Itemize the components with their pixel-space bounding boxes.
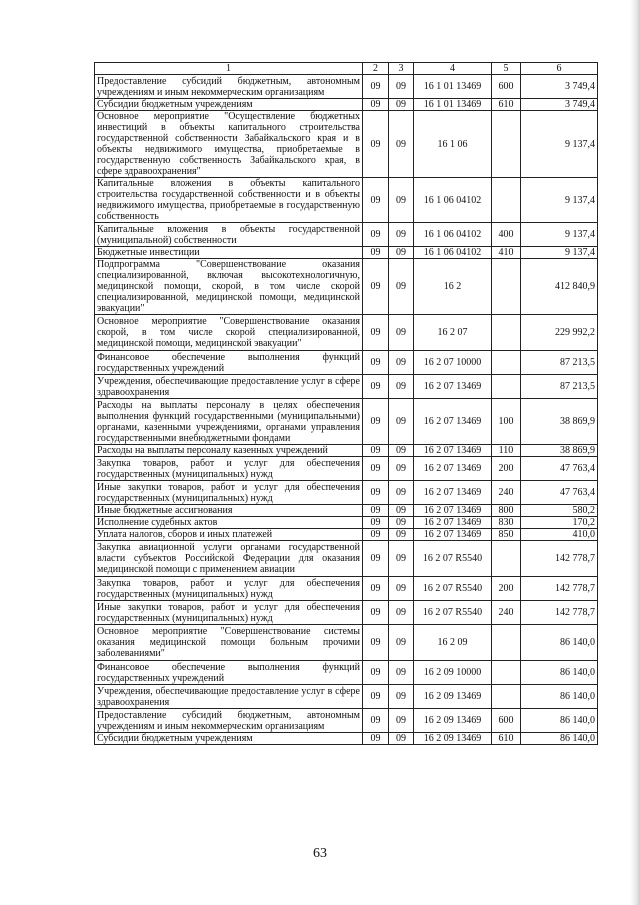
row-section-cell: 09 — [363, 709, 389, 733]
row-subsection-cell: 09 — [389, 247, 414, 259]
row-expense-type-cell: 610 — [492, 99, 521, 111]
row-subsection-cell: 09 — [389, 529, 414, 541]
row-target-article-cell: 16 2 09 10000 — [414, 661, 492, 685]
row-subsection-cell: 09 — [389, 661, 414, 685]
row-subsection-cell: 09 — [389, 541, 414, 577]
row-amount-cell: 38 869,9 — [521, 399, 598, 445]
row-expense-type-cell: 800 — [492, 505, 521, 517]
row-target-article-cell: 16 2 — [414, 259, 492, 315]
row-section-cell: 09 — [363, 445, 389, 457]
row-target-article-cell: 16 1 06 04102 — [414, 247, 492, 259]
budget-table — [94, 62, 598, 745]
row-expense-type-cell: 400 — [492, 223, 521, 247]
row-subsection-cell: 09 — [389, 399, 414, 445]
row-expense-type-cell: 600 — [492, 75, 521, 99]
row-name-cell: Финансовое обеспечение выполнения функций государственных учреждений — [95, 351, 363, 375]
row-expense-type-cell — [492, 541, 521, 577]
row-expense-type-cell: 240 — [492, 601, 521, 625]
row-amount-cell: 47 763,4 — [521, 457, 598, 481]
row-section-cell: 09 — [363, 529, 389, 541]
row-amount-cell: 229 992,2 — [521, 315, 598, 351]
row-name-cell: Закупка товаров, работ и услуг для обеспечения государственных (муниципальных) нужд — [95, 457, 363, 481]
row-section-cell: 09 — [363, 541, 389, 577]
row-target-article-cell: 16 2 09 13469 — [414, 709, 492, 733]
row-expense-type-cell: 200 — [492, 457, 521, 481]
row-target-article-cell: 16 2 07 13469 — [414, 505, 492, 517]
row-name-cell: Капитальные вложения в объекты государственной (муниципальной) собственности — [95, 223, 363, 247]
row-subsection-cell: 09 — [389, 481, 414, 505]
row-amount-cell: 9 137,4 — [521, 178, 598, 223]
row-expense-type-cell: 850 — [492, 529, 521, 541]
row-section-cell: 09 — [363, 733, 389, 745]
row-subsection-cell: 09 — [389, 178, 414, 223]
row-amount-cell: 170,2 — [521, 517, 598, 529]
row-section-cell: 09 — [363, 601, 389, 625]
row-amount-cell: 3 749,4 — [521, 75, 598, 99]
row-target-article-cell: 16 2 07 R5540 — [414, 541, 492, 577]
row-target-article-cell: 16 2 07 13469 — [414, 399, 492, 445]
row-target-article-cell: 16 1 06 04102 — [414, 223, 492, 247]
row-expense-type-cell: 100 — [492, 399, 521, 445]
row-expense-type-cell: 240 — [492, 481, 521, 505]
row-name-cell: Бюджетные инвестиции — [95, 247, 363, 259]
row-section-cell: 09 — [363, 178, 389, 223]
row-name-cell: Субсидии бюджетным учреждениям — [95, 733, 363, 745]
row-section-cell: 09 — [363, 685, 389, 709]
row-target-article-cell: 16 2 09 13469 — [414, 733, 492, 745]
row-name-cell: Основное мероприятие "Совершенствование оказания скорой, в том числе скорой специализированной, медицинской помощи, медицинской эвакуации" — [95, 315, 363, 351]
row-amount-cell: 142 778,7 — [521, 541, 598, 577]
row-name-cell: Закупка авиационной услуги органами государственной власти субъектов Российской Федерации для оказания медицинской помощи с применением авиации — [95, 541, 363, 577]
row-subsection-cell: 09 — [389, 259, 414, 315]
row-target-article-cell: 16 2 07 R5540 — [414, 601, 492, 625]
row-amount-cell: 412 840,9 — [521, 259, 598, 315]
row-amount-cell: 47 763,4 — [521, 481, 598, 505]
row-expense-type-cell — [492, 661, 521, 685]
header-cell: 5 — [492, 63, 521, 75]
row-section-cell: 09 — [363, 223, 389, 247]
table-row — [95, 259, 598, 315]
row-target-article-cell: 16 2 09 13469 — [414, 685, 492, 709]
row-section-cell: 09 — [363, 577, 389, 601]
row-section-cell: 09 — [363, 247, 389, 259]
table-row — [95, 661, 598, 685]
row-subsection-cell: 09 — [389, 351, 414, 375]
row-amount-cell: 86 140,0 — [521, 685, 598, 709]
row-amount-cell: 142 778,7 — [521, 601, 598, 625]
row-subsection-cell: 09 — [389, 457, 414, 481]
row-expense-type-cell: 200 — [492, 577, 521, 601]
row-subsection-cell: 09 — [389, 625, 414, 661]
row-subsection-cell: 09 — [389, 375, 414, 399]
row-name-cell: Предоставление субсидий бюджетным, автономным учреждениям и иным некоммерческим организациям — [95, 709, 363, 733]
table-row — [95, 351, 598, 375]
row-subsection-cell: 09 — [389, 99, 414, 111]
row-section-cell: 09 — [363, 457, 389, 481]
row-subsection-cell: 09 — [389, 223, 414, 247]
table-row — [95, 445, 598, 457]
table-row — [95, 505, 598, 517]
table-row — [95, 709, 598, 733]
row-target-article-cell: 16 2 07 R5540 — [414, 577, 492, 601]
table-row — [95, 315, 598, 351]
row-section-cell: 09 — [363, 505, 389, 517]
row-expense-type-cell: 830 — [492, 517, 521, 529]
table-row — [95, 541, 598, 577]
row-target-article-cell: 16 2 07 13469 — [414, 457, 492, 481]
header-cell: 2 — [363, 63, 389, 75]
row-subsection-cell: 09 — [389, 685, 414, 709]
row-name-cell: Иные закупки товаров, работ и услуг для обеспечения государственных (муниципальных) нужд — [95, 601, 363, 625]
row-section-cell: 09 — [363, 351, 389, 375]
row-name-cell: Учреждения, обеспечивающие предоставление услуг в сфере здравоохранения — [95, 685, 363, 709]
table-row — [95, 223, 598, 247]
row-expense-type-cell: 610 — [492, 733, 521, 745]
row-amount-cell: 3 749,4 — [521, 99, 598, 111]
row-expense-type-cell — [492, 111, 521, 178]
page-edge-shadow — [630, 0, 640, 905]
row-subsection-cell: 09 — [389, 111, 414, 178]
row-target-article-cell: 16 1 06 — [414, 111, 492, 178]
row-subsection-cell: 09 — [389, 733, 414, 745]
row-section-cell: 09 — [363, 625, 389, 661]
row-name-cell: Подпрограмма "Совершенствование оказания специализированной, включая высокотехнологичную, медицинской помощи, скорой, в том числе скорой специализированной, медицинской помощи, медицинской эвакуации" — [95, 259, 363, 315]
row-expense-type-cell — [492, 351, 521, 375]
row-section-cell: 09 — [363, 111, 389, 178]
row-expense-type-cell: 600 — [492, 709, 521, 733]
row-name-cell: Уплата налогов, сборов и иных платежей — [95, 529, 363, 541]
row-subsection-cell: 09 — [389, 315, 414, 351]
row-section-cell: 09 — [363, 481, 389, 505]
row-subsection-cell: 09 — [389, 709, 414, 733]
row-name-cell: Основное мероприятие "Осуществление бюджетных инвестиций в объекты капитального строительства государственной собственности Забайкальского края и в объекты недвижимого имущества, приобретаемые в государственную собственность Забайкальского края, в сфере здравоохранения" — [95, 111, 363, 178]
row-subsection-cell: 09 — [389, 505, 414, 517]
table-row — [95, 625, 598, 661]
row-expense-type-cell: 410 — [492, 247, 521, 259]
row-amount-cell: 87 213,5 — [521, 351, 598, 375]
row-target-article-cell: 16 2 07 13469 — [414, 445, 492, 457]
row-target-article-cell: 16 2 07 10000 — [414, 351, 492, 375]
row-target-article-cell: 16 1 06 04102 — [414, 178, 492, 223]
table-row — [95, 375, 598, 399]
row-expense-type-cell — [492, 178, 521, 223]
row-name-cell: Расходы на выплаты персоналу казенных учреждений — [95, 445, 363, 457]
row-section-cell: 09 — [363, 259, 389, 315]
row-section-cell: 09 — [363, 399, 389, 445]
row-amount-cell: 87 213,5 — [521, 375, 598, 399]
row-name-cell: Капитальные вложения в объекты капитального строительства государственной собственности и в объекты недвижимого имущества, приобретаемые в государственную собственность — [95, 178, 363, 223]
row-target-article-cell: 16 2 07 — [414, 315, 492, 351]
row-name-cell: Исполнение судебных актов — [95, 517, 363, 529]
table-row — [95, 99, 598, 111]
row-subsection-cell: 09 — [389, 517, 414, 529]
header-cell: 4 — [414, 63, 492, 75]
row-section-cell: 09 — [363, 75, 389, 99]
row-name-cell: Закупка товаров, работ и услуг для обеспечения государственных (муниципальных) нужд — [95, 577, 363, 601]
table-row — [95, 75, 598, 99]
row-expense-type-cell — [492, 375, 521, 399]
row-amount-cell: 142 778,7 — [521, 577, 598, 601]
table-row — [95, 247, 598, 259]
row-name-cell: Иные закупки товаров, работ и услуг для обеспечения государственных (муниципальных) нужд — [95, 481, 363, 505]
row-name-cell: Расходы на выплаты персоналу в целях обеспечения выполнения функций государственными (муниципальными) органами, казенными учреждениями, органами управления государственными внебюджетными фондами — [95, 399, 363, 445]
row-expense-type-cell — [492, 259, 521, 315]
table-row — [95, 517, 598, 529]
row-amount-cell: 410,0 — [521, 529, 598, 541]
table-row — [95, 601, 598, 625]
row-target-article-cell: 16 1 01 13469 — [414, 99, 492, 111]
row-amount-cell: 9 137,4 — [521, 111, 598, 178]
row-subsection-cell: 09 — [389, 75, 414, 99]
row-target-article-cell: 16 2 09 — [414, 625, 492, 661]
table-row — [95, 733, 598, 745]
row-name-cell: Субсидии бюджетным учреждениям — [95, 99, 363, 111]
table-row — [95, 111, 598, 178]
row-target-article-cell: 16 2 07 13469 — [414, 517, 492, 529]
row-amount-cell: 86 140,0 — [521, 733, 598, 745]
row-name-cell: Учреждения, обеспечивающие предоставление услуг в сфере здравоохранения — [95, 375, 363, 399]
table-row — [95, 529, 598, 541]
table-row — [95, 457, 598, 481]
table-header-row — [95, 63, 598, 75]
row-name-cell: Иные бюджетные ассигнования — [95, 505, 363, 517]
row-section-cell: 09 — [363, 375, 389, 399]
row-expense-type-cell: 110 — [492, 445, 521, 457]
table-row — [95, 481, 598, 505]
row-target-article-cell: 16 2 07 13469 — [414, 481, 492, 505]
row-name-cell: Основное мероприятие "Совершенствование системы оказания медицинской помощи больным прочими заболеваниями" — [95, 625, 363, 661]
header-cell: 1 — [95, 63, 363, 75]
row-expense-type-cell — [492, 315, 521, 351]
row-amount-cell: 580,2 — [521, 505, 598, 517]
row-amount-cell: 86 140,0 — [521, 661, 598, 685]
header-cell: 3 — [389, 63, 414, 75]
row-expense-type-cell — [492, 685, 521, 709]
row-name-cell: Финансовое обеспечение выполнения функций государственных учреждений — [95, 661, 363, 685]
table-row — [95, 399, 598, 445]
row-amount-cell: 86 140,0 — [521, 709, 598, 733]
row-amount-cell: 38 869,9 — [521, 445, 598, 457]
row-name-cell: Предоставление субсидий бюджетным, автономным учреждениям и иным некоммерческим организациям — [95, 75, 363, 99]
row-target-article-cell: 16 1 01 13469 — [414, 75, 492, 99]
row-amount-cell: 86 140,0 — [521, 625, 598, 661]
row-target-article-cell: 16 2 07 13469 — [414, 375, 492, 399]
table-row — [95, 685, 598, 709]
table-row — [95, 577, 598, 601]
row-amount-cell: 9 137,4 — [521, 247, 598, 259]
row-subsection-cell: 09 — [389, 577, 414, 601]
row-expense-type-cell — [492, 625, 521, 661]
table-row — [95, 178, 598, 223]
row-section-cell: 09 — [363, 315, 389, 351]
row-target-article-cell: 16 2 07 13469 — [414, 529, 492, 541]
row-section-cell: 09 — [363, 661, 389, 685]
header-cell: 6 — [521, 63, 598, 75]
row-subsection-cell: 09 — [389, 601, 414, 625]
row-section-cell: 09 — [363, 99, 389, 111]
row-amount-cell: 9 137,4 — [521, 223, 598, 247]
row-section-cell: 09 — [363, 517, 389, 529]
row-subsection-cell: 09 — [389, 445, 414, 457]
page-number: 63 — [313, 846, 327, 861]
